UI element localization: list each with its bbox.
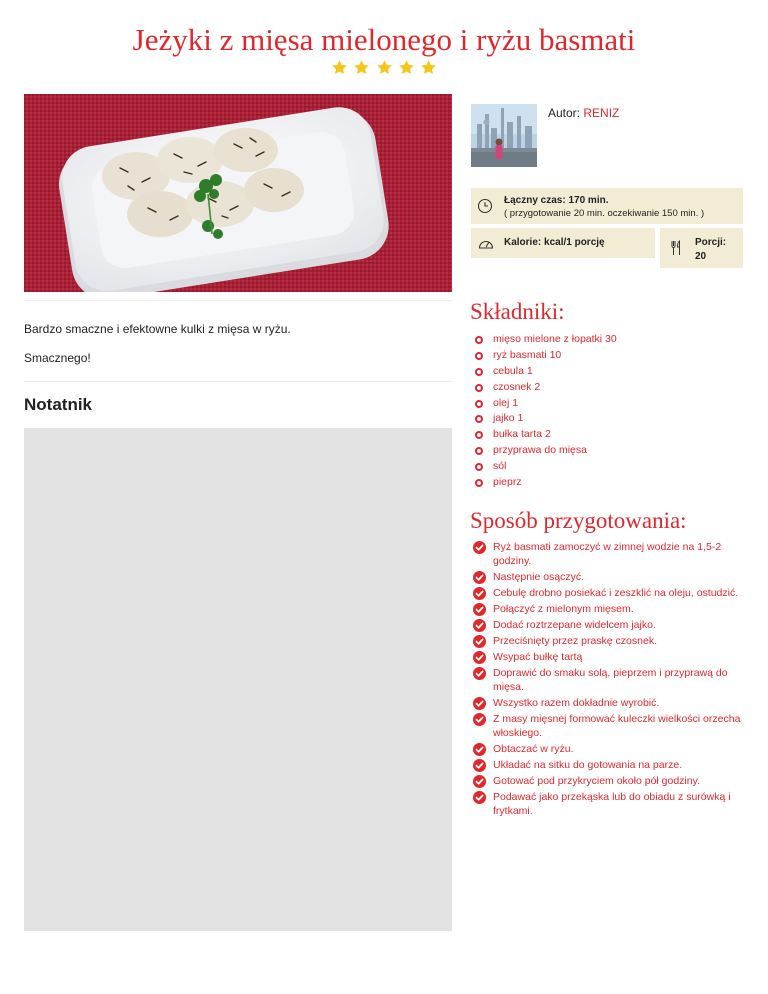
check-circle-icon (473, 791, 486, 804)
speedometer-icon (478, 236, 494, 250)
ingredient-text: sól (493, 460, 507, 473)
star-icon (376, 59, 393, 76)
step-item (473, 759, 748, 773)
ingredient-item (474, 364, 617, 380)
step-text: Dodać roztrzepane widelcem jajko. (493, 618, 656, 631)
total-time-label: Łączny czas: 170 min. (504, 195, 609, 206)
time-detail: ( przygotowanie 20 min. oczekiwanie 150 min. ) (504, 208, 705, 219)
check-circle-icon (473, 587, 486, 600)
ingredient-text: pieprz (493, 476, 522, 489)
check-circle-icon (473, 713, 486, 726)
step-item (473, 697, 748, 711)
ingredient-text: jajko 1 (493, 412, 524, 425)
ingredient-item (474, 380, 617, 396)
ingredient-text: bułka tarta 2 (493, 428, 551, 441)
ingredient-item (474, 459, 617, 475)
ingredient-text: olej 1 (493, 396, 519, 409)
step-item (473, 775, 748, 789)
step-text: Doprawić do smaku solą, pieprzem i przyprawą do mięsa. (493, 667, 728, 693)
bullet-ring-icon (475, 415, 483, 423)
step-item (473, 791, 748, 818)
ingredient-item (474, 443, 617, 459)
check-circle-icon (473, 619, 486, 632)
author-link[interactable]: RENIZ (583, 106, 620, 120)
step-item (473, 571, 748, 585)
step-item (473, 603, 748, 617)
description-closing: Smacznego! (24, 351, 91, 365)
step-text: Cebulę drobno posiekać i zeszklić na oleju, ostudzić. (493, 586, 739, 599)
portions-box (660, 228, 743, 268)
check-circle-icon (473, 743, 486, 756)
calories-label: Kalorie: kcal/1 porcję (504, 237, 605, 248)
step-item (473, 743, 748, 757)
check-circle-icon (473, 667, 486, 680)
rating-stars (0, 59, 768, 81)
star-icon (331, 59, 348, 76)
bullet-ring-icon (475, 384, 483, 392)
step-text: Wszystko razem dokładnie wyrobić. (493, 696, 660, 709)
step-item (473, 713, 748, 740)
description-box (24, 300, 452, 382)
star-icon (353, 59, 370, 76)
ingredient-item (474, 332, 617, 348)
ingredients-title: Składniki: (470, 299, 565, 324)
bullet-ring-icon (475, 463, 483, 471)
bullet-ring-icon (475, 447, 483, 455)
check-circle-icon (473, 759, 486, 772)
step-text: Obtaczać w ryżu. (493, 742, 574, 755)
step-text: Następnie osączyć. (493, 570, 585, 583)
check-circle-icon (473, 651, 486, 664)
ingredient-item (474, 475, 617, 491)
ingredient-text: przyprawa do mięsa (493, 444, 587, 457)
step-item (473, 651, 748, 665)
check-circle-icon (473, 775, 486, 788)
step-item (473, 635, 748, 649)
ingredients-list (474, 332, 617, 491)
step-text: Podawać jako przekąska lub do obiadu z surówką i frytkami. (493, 791, 731, 817)
clock-icon (477, 198, 493, 214)
notes-area[interactable] (24, 428, 452, 931)
ingredient-text: cebula 1 (493, 364, 533, 377)
star-icon (398, 59, 415, 76)
step-item (473, 667, 748, 694)
author-label: Autor: (548, 106, 581, 120)
step-text: Przeciśnięty przez praskę czosnek. (493, 635, 657, 648)
bullet-ring-icon (475, 352, 483, 360)
bullet-ring-icon (475, 431, 483, 439)
ingredient-item (474, 427, 617, 443)
ingredient-item (474, 348, 617, 364)
step-text: Ryż basmati zamoczyć w zimnej wodzie na 1,5-2 godziny. (493, 541, 722, 567)
ingredient-item (474, 396, 617, 412)
recipe-photo (24, 94, 452, 292)
check-circle-icon (473, 541, 486, 554)
author-line (548, 106, 619, 120)
calories-box (471, 228, 655, 258)
total-time-box (471, 188, 743, 224)
bullet-ring-icon (475, 400, 483, 408)
step-item (473, 619, 748, 633)
star-icon (420, 59, 437, 76)
check-circle-icon (473, 697, 486, 710)
step-text: Wsypać bułkę tartą (493, 651, 583, 664)
preparation-steps (473, 541, 748, 821)
step-text: Gotować pod przykryciem około pół godziny. (493, 774, 700, 787)
bullet-ring-icon (475, 336, 483, 344)
description-text: Bardzo smaczne i efektowne kulki z mięsa w ryżu. (24, 322, 291, 336)
step-text: Połączyć z mielonym mięsem. (493, 602, 634, 615)
bullet-ring-icon (475, 368, 483, 376)
check-circle-icon (473, 571, 486, 584)
portions-label: Porcji: (695, 237, 727, 248)
ingredient-text: ryż basmati 10 (493, 348, 562, 361)
step-text: Z masy mięsnej formować kuleczki wielkości orzecha włoskiego. (493, 713, 741, 739)
recipe-title: Jeżyki z mięsa mielonego i ryżu basmati (132, 22, 636, 57)
ingredient-item (474, 411, 617, 427)
ingredient-text: czosnek 2 (493, 380, 541, 393)
portions-value: 20 (695, 251, 707, 262)
notes-title: Notatnik (24, 395, 92, 414)
step-item (473, 541, 748, 568)
step-text: Układać na sitku do gotowania na parze. (493, 758, 683, 771)
bullet-ring-icon (475, 479, 483, 487)
check-circle-icon (473, 603, 486, 616)
preparation-title: Sposób przygotowania: (470, 508, 687, 533)
cutlery-icon (670, 240, 682, 256)
author-avatar (471, 104, 537, 167)
ingredient-text: mięso mielone z łopatki 30 (493, 333, 617, 345)
step-item (473, 587, 748, 601)
check-circle-icon (473, 635, 486, 648)
